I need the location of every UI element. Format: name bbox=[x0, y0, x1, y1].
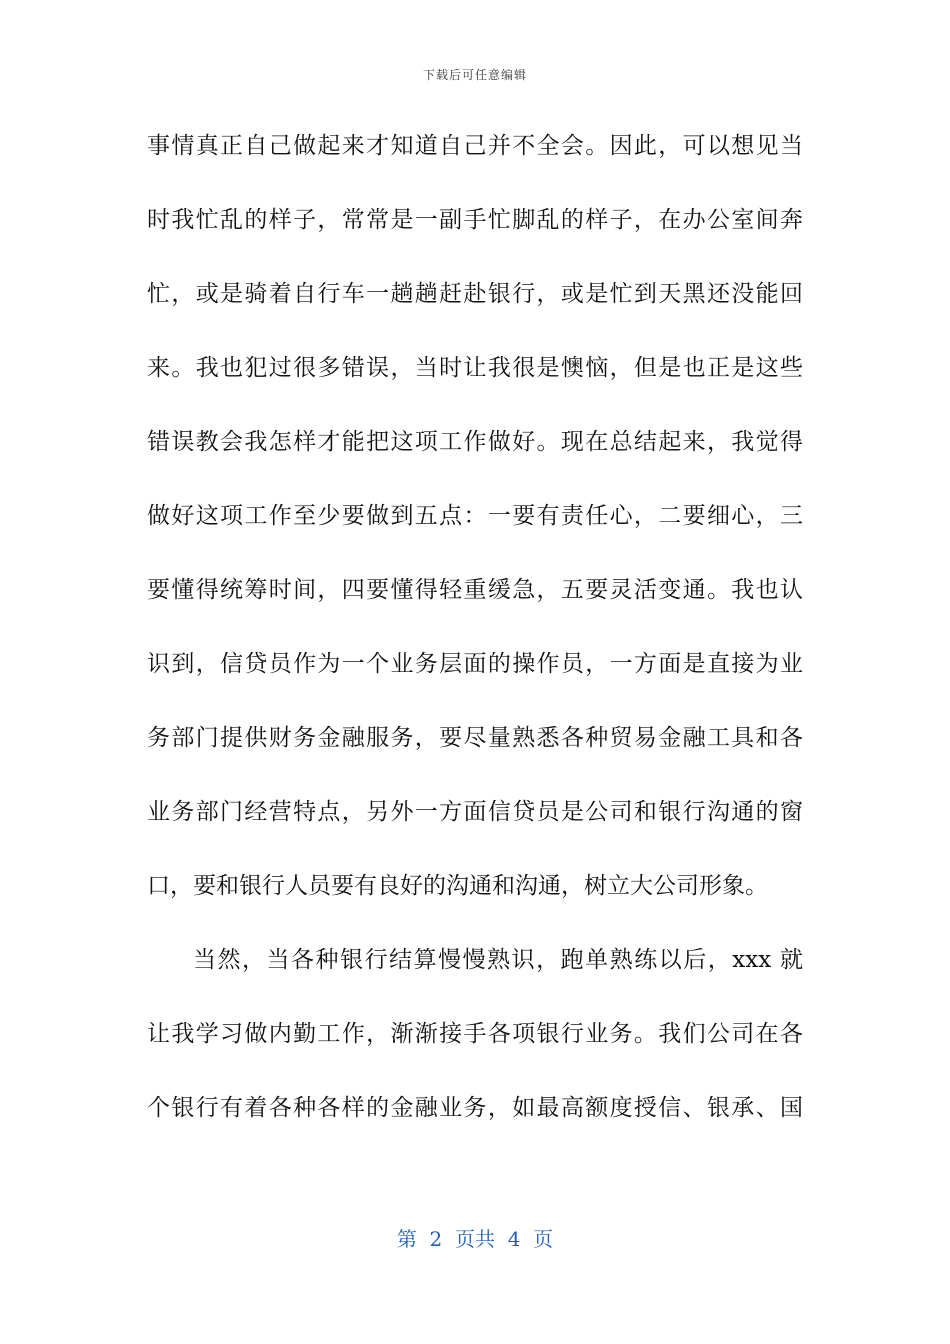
text-line: 让我学习做内勤工作，渐渐接手各项银行业务。我们公司在各 bbox=[147, 1021, 803, 1047]
text-line: 错误教会我怎样才能把这项工作做好。现在总结起来，我觉得 bbox=[147, 429, 803, 455]
text-line: 务部门提供财务金融服务，要尽量熟悉各种贸易金融工具和各 bbox=[147, 725, 803, 751]
text-line-paragraph-end: 口，要和银行人员要有良好的沟通和沟通，树立大公司形象。 bbox=[147, 873, 768, 899]
text-line: 事情真正自己做起来才知道自己并不全会。因此，可以想见当 bbox=[147, 133, 803, 159]
text-line: 时我忙乱的样子，常常是一副手忙脚乱的样子，在办公室间奔 bbox=[147, 207, 803, 233]
text-line: 个银行有着各种各样的金融业务，如最高额度授信、银承、国 bbox=[147, 1095, 803, 1121]
text-line: 业务部门经营特点，另外一方面信贷员是公司和银行沟通的窗 bbox=[147, 799, 803, 825]
text-line: 识到，信贷员作为一个业务层面的操作员，一方面是直接为业 bbox=[147, 651, 803, 677]
page-header-note: 下载后可任意编辑 bbox=[422, 68, 527, 82]
page-number-footer: 第 2 页共 4 页 bbox=[396, 1227, 554, 1251]
text-line: 做好这项工作至少要做到五点：一要有责任心，二要细心，三 bbox=[147, 503, 803, 529]
text-line-paragraph-start: 当然，当各种银行结算慢慢熟识，跑单熟练以后，xxx 就 bbox=[193, 947, 803, 973]
text-line: 要懂得统筹时间，四要懂得轻重缓急，五要灵活变通。我也认 bbox=[147, 577, 803, 603]
text-line: 来。我也犯过很多错误，当时让我很是懊恼，但是也正是这些 bbox=[147, 355, 803, 381]
text-line: 忙，或是骑着自行车一趟趟赶赴银行，或是忙到天黑还没能回 bbox=[147, 281, 803, 307]
document-body bbox=[147, 120, 803, 1156]
